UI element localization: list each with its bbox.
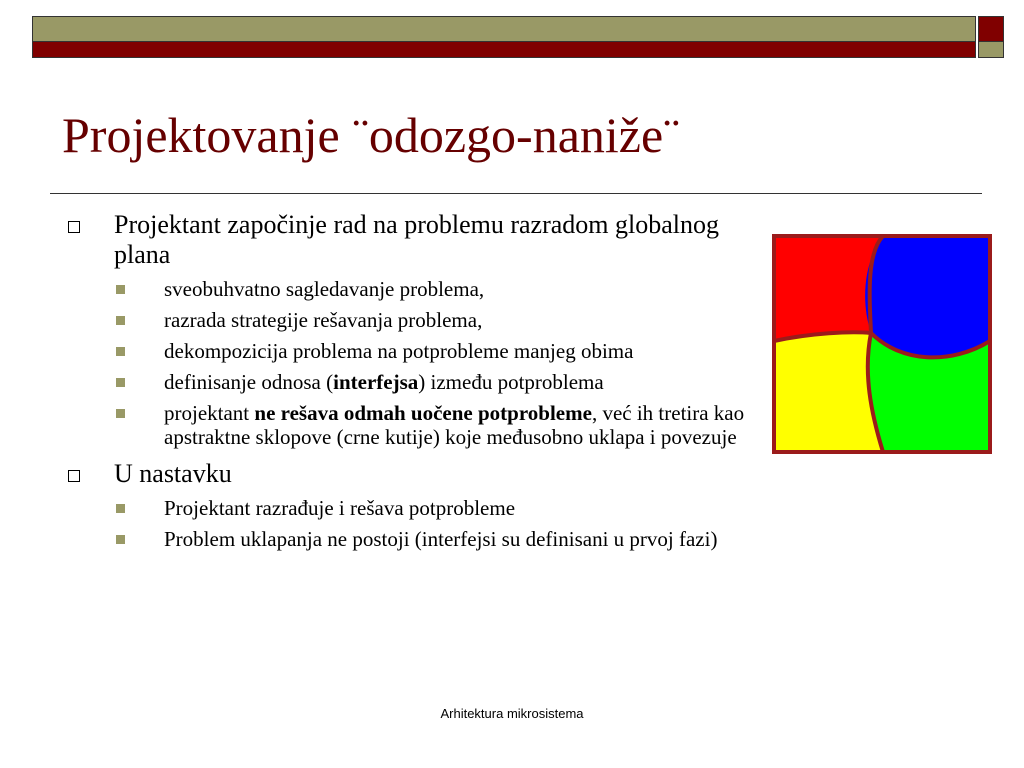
bullet-text: dekompozicija problema na potprobleme manjeg obima — [164, 339, 634, 363]
bullet-text-bold: ne rešava odmah uočene potprobleme — [254, 401, 592, 425]
bullet-text: Problem uklapanja ne postoji (interfejsi su definisani u prvoj fazi) — [164, 527, 718, 551]
square-bullet-icon — [116, 316, 125, 325]
square-bullet-icon — [116, 285, 125, 294]
header-corner-olive — [978, 42, 1004, 58]
bullet-text: razrada strategije rešavanja problema, — [164, 308, 483, 332]
bullet-level1-item — [62, 210, 774, 270]
slide-title: Projektovanje ¨odozgo-naniže¨ — [62, 107, 680, 163]
bullet-level2-item — [62, 308, 774, 332]
bullet-list — [62, 208, 774, 551]
square-bullet-icon — [116, 535, 125, 544]
quadrant-blue — [865, 236, 990, 357]
hollow-square-bullet-icon — [68, 470, 80, 482]
puzzle-square-illustration — [771, 233, 993, 455]
square-bullet-icon — [116, 347, 125, 356]
title-divider — [50, 193, 982, 194]
bullet-text-bold: interfejsa — [333, 370, 419, 394]
bullet-text: sveobuhvatno sagledavanje problema, — [164, 277, 485, 301]
header-bar-olive — [32, 16, 976, 42]
bullet-text-post: , već ih tretira kao apstraktne sklopove (crne kutije) koje međusobno uklapa i povezuje — [164, 401, 745, 449]
bullet-text-pre: projektant — [164, 401, 255, 425]
square-bullet-icon — [116, 504, 125, 513]
bullet-level2-item — [62, 496, 774, 520]
bullet-text-pre: definisanje odnosa ( — [164, 370, 334, 394]
square-bullet-icon — [116, 378, 125, 387]
bullet-text-post: ) između potproblema — [418, 370, 604, 394]
hollow-square-bullet-icon — [68, 221, 80, 233]
bullet-level2-item — [62, 527, 774, 551]
bullet-level1-item — [62, 459, 774, 489]
bullet-level2-item — [62, 277, 774, 301]
bullet-level2-item — [62, 370, 774, 394]
header-bar-red — [32, 42, 976, 58]
bullet-text: Projektant razrađuje i rešava potprobleme — [164, 496, 516, 520]
bullet-text: U nastavku — [114, 459, 232, 488]
bullet-text: Projektant započinje rad na problemu razradom globalnog plana — [114, 210, 720, 269]
header-corner-red — [978, 16, 1004, 42]
bullet-level2-item — [62, 339, 774, 363]
bullet-level2-item — [62, 401, 774, 449]
square-bullet-icon — [116, 409, 125, 418]
slide-footer: Arhitektura mikrosistema — [440, 706, 584, 721]
